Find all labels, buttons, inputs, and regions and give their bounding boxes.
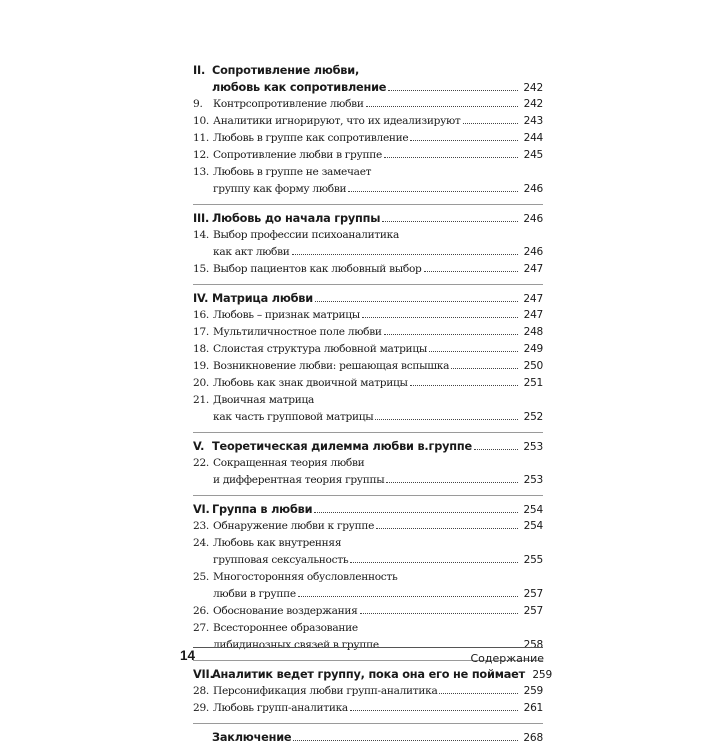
toc-title: Любовь до начала группы (212, 212, 381, 225)
toc-title: и дифферентная теория группы (213, 474, 385, 486)
dot-leader (474, 448, 518, 450)
toc-section (193, 723, 543, 746)
toc-page-number: 242 (523, 98, 543, 110)
toc-line (193, 535, 543, 552)
toc-number: V. (193, 440, 205, 453)
toc-entry (193, 603, 543, 620)
toc-title: Мультиличностное поле любви (213, 326, 382, 338)
toc-line (193, 409, 543, 426)
dot-leader (292, 253, 518, 255)
toc-number: 20. (193, 377, 209, 389)
toc-number: 15. (193, 263, 209, 275)
dot-leader (424, 270, 518, 272)
toc-title: либидинозных связей в группе (213, 639, 379, 651)
toc-entry (193, 227, 543, 261)
toc-title: как часть групповой матрицы (213, 411, 374, 423)
toc-line (193, 210, 543, 227)
toc-section-heading (193, 62, 543, 96)
toc-line (193, 620, 543, 637)
toc-entry (193, 147, 543, 164)
toc-title: Аналитик ведет группу, пока она его не поймает (212, 668, 525, 681)
toc-line (193, 62, 543, 79)
toc-number: 16. (193, 309, 209, 321)
toc-entry (193, 683, 543, 700)
toc-title: Матрица любви (212, 292, 313, 305)
toc-number: 9. (193, 98, 203, 110)
toc-title: Аналитики игнорируют, что их идеализируют (213, 115, 461, 127)
toc-page-number: 247 (523, 309, 543, 321)
toc-page-number: 261 (523, 702, 543, 714)
toc-line (193, 729, 543, 746)
toc-section-heading (193, 729, 543, 746)
toc-number: 10. (193, 115, 209, 127)
toc-line (193, 438, 543, 455)
toc-number: 22. (193, 457, 209, 469)
dot-leader (388, 89, 518, 91)
toc-entry (193, 700, 543, 717)
toc-title: Любовь в группе не замечает (213, 166, 372, 178)
toc-number: 25. (193, 571, 209, 583)
toc-page-number: 246 (523, 213, 543, 225)
toc-entry (193, 130, 543, 147)
toc-page-number: 259 (523, 685, 543, 697)
toc-page-number: 244 (523, 132, 543, 144)
toc-title: Выбор профессии психоаналитика (213, 229, 400, 241)
toc-line (193, 130, 543, 147)
dot-leader (350, 561, 518, 563)
toc-entry (193, 620, 543, 654)
dot-leader (348, 190, 518, 192)
toc-title: Всестороннее образование (213, 622, 358, 634)
dot-leader (376, 527, 518, 529)
toc-entry (193, 569, 543, 603)
toc-title: Персонификация любви групп-аналитика (213, 685, 438, 697)
toc-line (193, 518, 543, 535)
toc-line (193, 341, 543, 358)
toc-page-number: 254 (523, 520, 543, 532)
toc-entry (193, 261, 543, 278)
toc-line (193, 375, 543, 392)
toc-line (193, 79, 543, 96)
toc-number: 11. (193, 132, 209, 144)
toc-page-number: 247 (523, 263, 543, 275)
toc-line (193, 683, 543, 700)
dot-leader (293, 739, 518, 741)
toc-line (193, 666, 552, 683)
toc-section (193, 284, 543, 426)
toc-section (193, 432, 543, 489)
toc-number: VI. (193, 503, 210, 516)
toc-entry (193, 358, 543, 375)
dot-leader (350, 709, 518, 711)
dot-leader (360, 612, 518, 614)
toc-line (193, 147, 543, 164)
toc-number: 14. (193, 229, 209, 241)
dot-leader (375, 418, 518, 420)
toc-section-heading (193, 666, 552, 683)
dot-leader (386, 481, 518, 483)
toc-title: Любовь как внутренняя (213, 537, 342, 549)
toc-title: любовь как сопротивление (212, 81, 387, 94)
toc-number: 18. (193, 343, 209, 355)
toc-line (193, 472, 543, 489)
toc-page-number: 258 (523, 639, 543, 651)
toc-entry (193, 307, 543, 324)
dot-leader (298, 595, 518, 597)
toc-number: III. (193, 212, 210, 225)
toc-section (193, 204, 543, 278)
toc-entry (193, 341, 543, 358)
toc-title: Группа в любви (212, 503, 313, 516)
dot-leader (463, 122, 519, 124)
running-head: Содержание (470, 652, 544, 665)
toc-number: 19. (193, 360, 209, 372)
toc-entry (193, 392, 543, 426)
toc-number: 13. (193, 166, 209, 178)
toc-line (193, 700, 543, 717)
toc-entry (193, 375, 543, 392)
toc-page-number: 246 (523, 183, 543, 195)
table-of-contents (193, 62, 552, 746)
toc-title: Любовь – признак матрицы (213, 309, 360, 321)
toc-line (193, 501, 543, 518)
toc-line (193, 244, 543, 261)
toc-number: 23. (193, 520, 209, 532)
toc-page-number: 243 (523, 115, 543, 127)
dot-leader (439, 692, 518, 694)
toc-entry (193, 164, 543, 198)
dot-leader (451, 367, 518, 369)
toc-title: Любовь групп-аналитика (213, 702, 348, 714)
page-number: 14 (180, 648, 196, 663)
toc-section (193, 62, 543, 198)
toc-page-number: 242 (523, 82, 543, 94)
toc-page-number: 254 (523, 504, 543, 516)
toc-line (193, 392, 543, 409)
toc-line (193, 603, 543, 620)
toc-line (193, 113, 543, 130)
toc-page-number: 268 (523, 732, 543, 744)
toc-page-number: 255 (523, 554, 543, 566)
toc-line (193, 181, 543, 198)
toc-title: любви в группе (213, 588, 296, 600)
toc-line (193, 96, 543, 113)
toc-line (193, 552, 543, 569)
toc-number: 29. (193, 702, 209, 714)
toc-title: Возникновение любви: решающая вспышка (213, 360, 450, 372)
toc-title: группу как форму любви (213, 183, 347, 195)
toc-page-number: 252 (523, 411, 543, 423)
toc-line (193, 358, 543, 375)
toc-page-number: 250 (523, 360, 543, 372)
dot-leader (382, 220, 518, 222)
dot-leader (410, 384, 518, 386)
toc-page-number: 248 (523, 326, 543, 338)
toc-section (193, 495, 543, 654)
toc-entry (193, 113, 543, 130)
footer-rule (193, 647, 543, 648)
toc-line (193, 164, 543, 181)
toc-number: 17. (193, 326, 209, 338)
dot-leader (384, 333, 518, 335)
toc-title: Слоистая структура любовной матрицы (213, 343, 427, 355)
toc-title: групповая сексуальность (213, 554, 349, 566)
toc-section-heading (193, 210, 543, 227)
toc-title: Выбор пациентов как любовный выбор (213, 263, 422, 275)
toc-title: Сопротивление любви, (212, 64, 360, 77)
toc-line (193, 455, 543, 472)
toc-number: IV. (193, 292, 209, 305)
toc-number: 28. (193, 685, 209, 697)
dot-leader (429, 350, 518, 352)
toc-title: Обоснование воздержания (213, 605, 358, 617)
dot-leader (366, 105, 518, 107)
toc-section (193, 660, 552, 717)
toc-page-number: 246 (523, 246, 543, 258)
toc-section-heading (193, 438, 543, 455)
toc-entry (193, 324, 543, 341)
toc-section-heading (193, 501, 543, 518)
toc-title: Заключение (212, 731, 292, 744)
toc-title: Двоичная матрица (213, 394, 315, 406)
toc-number: 12. (193, 149, 209, 161)
toc-title: Теоретическая дилемма любви в.группе (212, 440, 472, 453)
toc-section-heading (193, 290, 543, 307)
toc-line (193, 290, 543, 307)
toc-page-number: 253 (523, 441, 543, 453)
toc-entry (193, 518, 543, 535)
toc-title: Сопротивление любви в группе (213, 149, 382, 161)
toc-number: 24. (193, 537, 209, 549)
toc-title: Обнаружение любви к группе (213, 520, 375, 532)
toc-title: как акт любви (213, 246, 290, 258)
toc-page-number: 247 (523, 293, 543, 305)
toc-number: VII. (193, 668, 214, 681)
toc-line (193, 586, 543, 603)
toc-page-number: 259 (532, 669, 552, 681)
toc-page-number: 257 (523, 588, 543, 600)
toc-title: Многосторонняя обусловленность (213, 571, 398, 583)
toc-page-number: 245 (523, 149, 543, 161)
toc-number: 21. (193, 394, 209, 406)
dot-leader (410, 139, 518, 141)
toc-entry (193, 455, 543, 489)
toc-number: II. (193, 64, 206, 77)
toc-number: 27. (193, 622, 209, 634)
dot-leader (315, 300, 518, 302)
toc-page-number: 249 (523, 343, 543, 355)
toc-title: Контрсопротивление любви (213, 98, 364, 110)
toc-page-number: 257 (523, 605, 543, 617)
toc-line (193, 324, 543, 341)
toc-line (193, 261, 543, 278)
toc-title: Любовь как знак двоичной матрицы (213, 377, 408, 389)
toc-number: 26. (193, 605, 209, 617)
dot-leader (384, 156, 518, 158)
toc-line (193, 569, 543, 586)
toc-line (193, 307, 543, 324)
dot-leader (362, 316, 518, 318)
toc-page-number: 251 (523, 377, 543, 389)
toc-title: Сокращенная теория любви (213, 457, 365, 469)
toc-entry (193, 535, 543, 569)
toc-line (193, 227, 543, 244)
dot-leader (314, 511, 518, 513)
toc-title: Любовь в группе как сопротивление (213, 132, 409, 144)
toc-page-number: 253 (523, 474, 543, 486)
toc-entry (193, 96, 543, 113)
